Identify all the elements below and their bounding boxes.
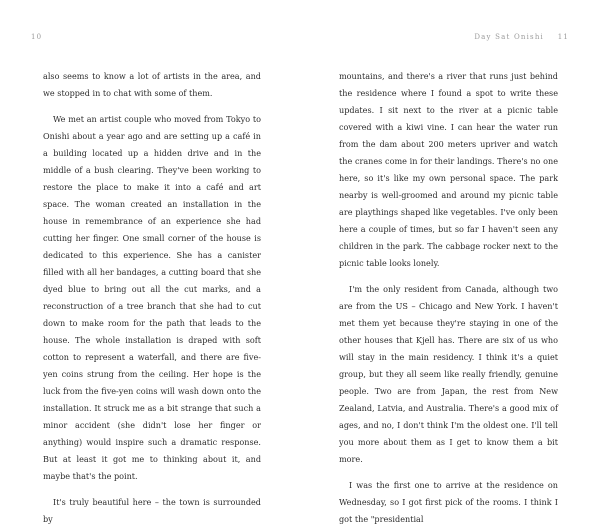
right-page xyxy=(300,0,600,524)
paragraph: We met an artist couple who moved from Tokyo to Onishi about a year ago and are setting up a café in a building located up a hidden drive and in the middle of a bush clearing. They've been working to restore the place to make it into a café and art space. The woman created an installation in the house in remembrance of an experience she had cutting her finger. One small corner of the house is dedicated to this experience. She has a canister filled with all her bandages, a cutting board that she dyed blue to bring out all the cut marks, and a reconstruction of a tree branch that she had to cut down to make room for the path that leads to the house. The whole installation is draped with soft cotton to represent a waterfall, and there are five-yen coins strung from the ceiling. Her hope is the luck from the five-yen coins will wash down onto the installation. It struck me as a bit strange that such a minor accident (she didn't lose her finger or anything) would inspire such a dramatic response. But at least it got me to thinking about it, and maybe that's the point. xyxy=(43,114,261,481)
paragraph: mountains, and there's a river that runs just behind the residence where I found a spot to write these updates. I sit next to the river at a picnic table covered with a kiwi vine. I can hear the water run from the dam about 200 meters upriver and watch the cranes come in for their landings. There's no one here, so it's like my own personal space. The park nearby is well-groomed and around my picnic table are playthings shaped like vegetables. I've only been here a couple of times, but so far I haven't seen any children in the park. The cabbage rocker next to the picnic table looks lonely. xyxy=(339,71,558,268)
left-page-body xyxy=(43,68,261,528)
running-head-right xyxy=(474,33,569,41)
page-number-right: 11 xyxy=(557,33,569,41)
paragraph: I was the first one to arrive at the residence on Wednesday, so I got first pick of the rooms. I think I got the "presidential xyxy=(339,480,558,524)
page-number-left: 10 xyxy=(31,33,43,41)
paragraph: I'm the only resident from Canada, although two are from the US – Chicago and New York. I haven't met them yet because they're staying in one of the other houses that Kjell has. There are six of us who will stay in the main residency. I think it's a quiet group, but they all seem like really friendly, genuine people. Two are from Japan, the rest from New Zealand, Latvia, and Australia. There's a good mix of ages, and no, I don't think I'm the oldest one. I'll tell you more about them as I get to know them a bit more. xyxy=(339,284,558,464)
paragraph: It's truly beautiful here – the town is surrounded by xyxy=(43,497,261,524)
paragraph: also seems to know a lot of artists in the area, and we stopped in to chat with some of them. xyxy=(43,71,261,98)
running-head-title: Day Sat Onishi xyxy=(474,33,544,41)
right-page-body xyxy=(339,68,558,528)
left-page xyxy=(0,0,300,524)
